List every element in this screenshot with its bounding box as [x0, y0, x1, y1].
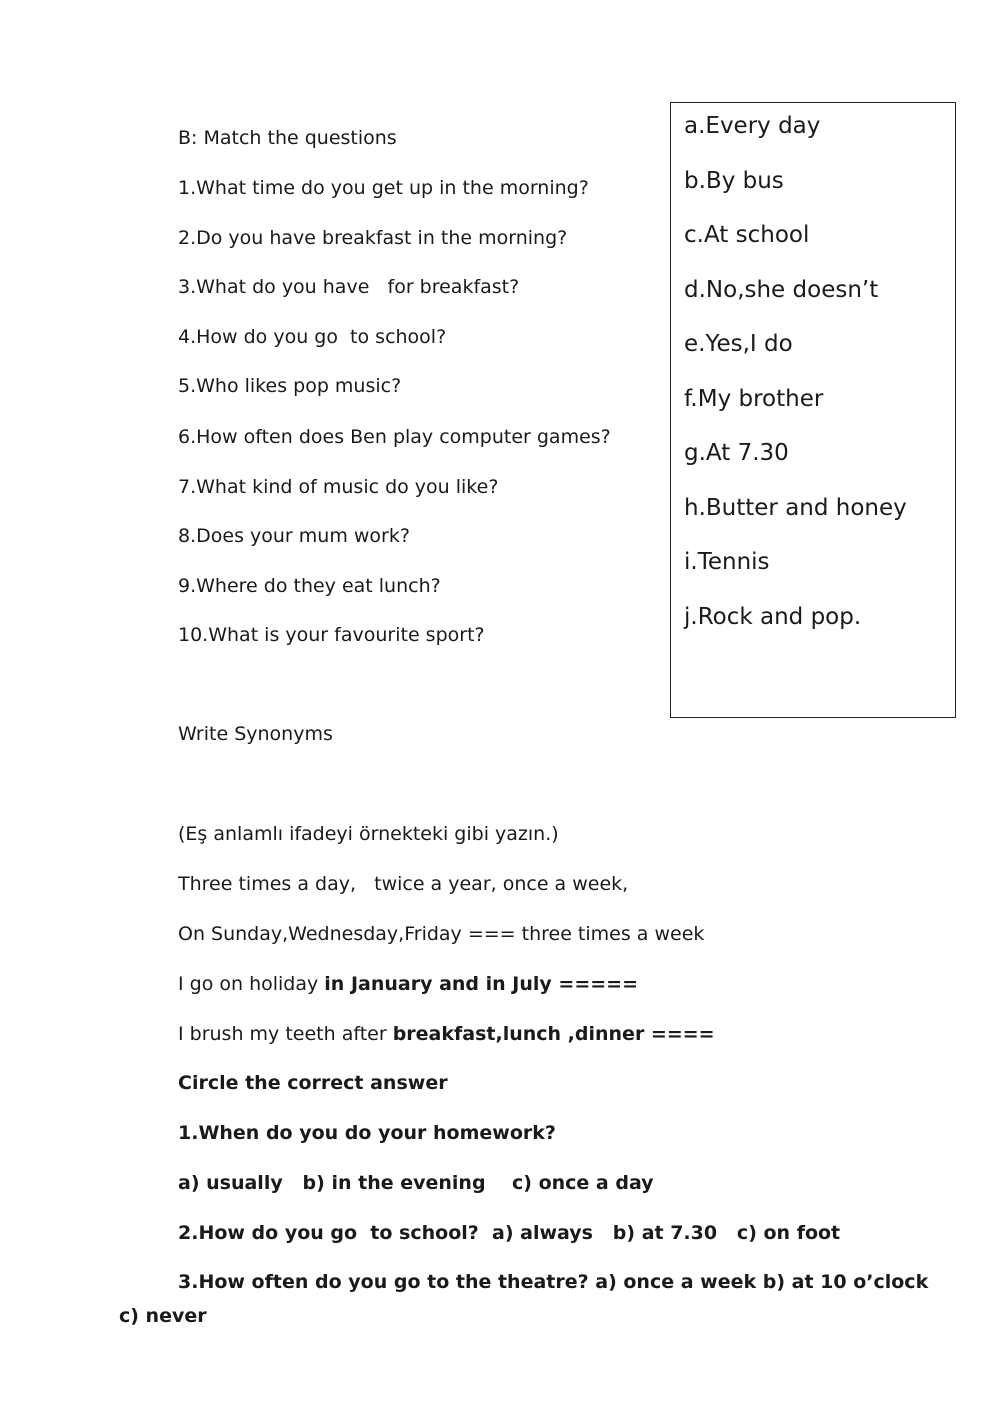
match-question: 6.How often does Ben play computer games?: [178, 426, 611, 448]
answer-option: i.Tennis: [684, 549, 770, 575]
synonyms-item-text: I go on holiday: [178, 973, 325, 995]
synonyms-options: Three times a day, twice a year, once a week,: [178, 873, 629, 895]
synonyms-heading: Write Synonyms: [178, 723, 333, 745]
circle-question: 3.How often do you go to the theatre? a) once a week b) at 10 o’clock: [178, 1271, 929, 1293]
circle-question: 1.When do you do your homework?: [178, 1122, 556, 1144]
match-question: 9.Where do they eat lunch?: [178, 575, 441, 597]
match-question: 5.Who likes pop music?: [178, 375, 402, 397]
synonyms-instruction: (Eş anlamlı ifadeyi örnekteki gibi yazın.): [178, 823, 559, 845]
synonyms-item: [178, 1022, 715, 1046]
match-question: 10.What is your favourite sport?: [178, 624, 485, 646]
match-question: 4.How do you go to school?: [178, 326, 447, 348]
circle-options: a) usually b) in the evening c) once a day: [178, 1172, 654, 1194]
answer-option: d.No,she doesn’t: [684, 277, 879, 303]
match-heading: B: Match the questions: [178, 127, 397, 149]
answer-option: a.Every day: [684, 113, 821, 139]
match-question: 7.What kind of music do you like?: [178, 476, 499, 498]
synonyms-item-text: I brush my teeth after: [178, 1023, 393, 1045]
match-question: 2.Do you have breakfast in the morning?: [178, 227, 568, 249]
answer-box: [670, 102, 956, 718]
match-question: 3.What do you have for breakfast?: [178, 276, 520, 298]
answer-option: e.Yes,I do: [684, 331, 793, 357]
answer-option: h.Butter and honey: [684, 495, 907, 521]
synonyms-item: [178, 972, 638, 996]
synonyms-item-phrase: in January and in July =====: [324, 973, 639, 995]
circle-question-continuation: c) never: [119, 1305, 207, 1327]
answer-option: b.By bus: [684, 168, 784, 194]
circle-question: 2.How do you go to school? a) always b) at 7.30 c) on foot: [178, 1222, 841, 1244]
answer-option: c.At school: [684, 222, 810, 248]
circle-heading: Circle the correct answer: [178, 1072, 448, 1094]
synonyms-example: On Sunday,Wednesday,Friday === three times a week: [178, 923, 705, 945]
synonyms-item-phrase: breakfast,lunch ,dinner ====: [392, 1023, 715, 1045]
answer-option: f.My brother: [684, 386, 824, 412]
answer-option: j.Rock and pop.: [684, 604, 862, 630]
match-question: 1.What time do you get up in the morning?: [178, 177, 589, 199]
answer-option: g.At 7.30: [684, 440, 789, 466]
match-question: 8.Does your mum work?: [178, 525, 410, 547]
